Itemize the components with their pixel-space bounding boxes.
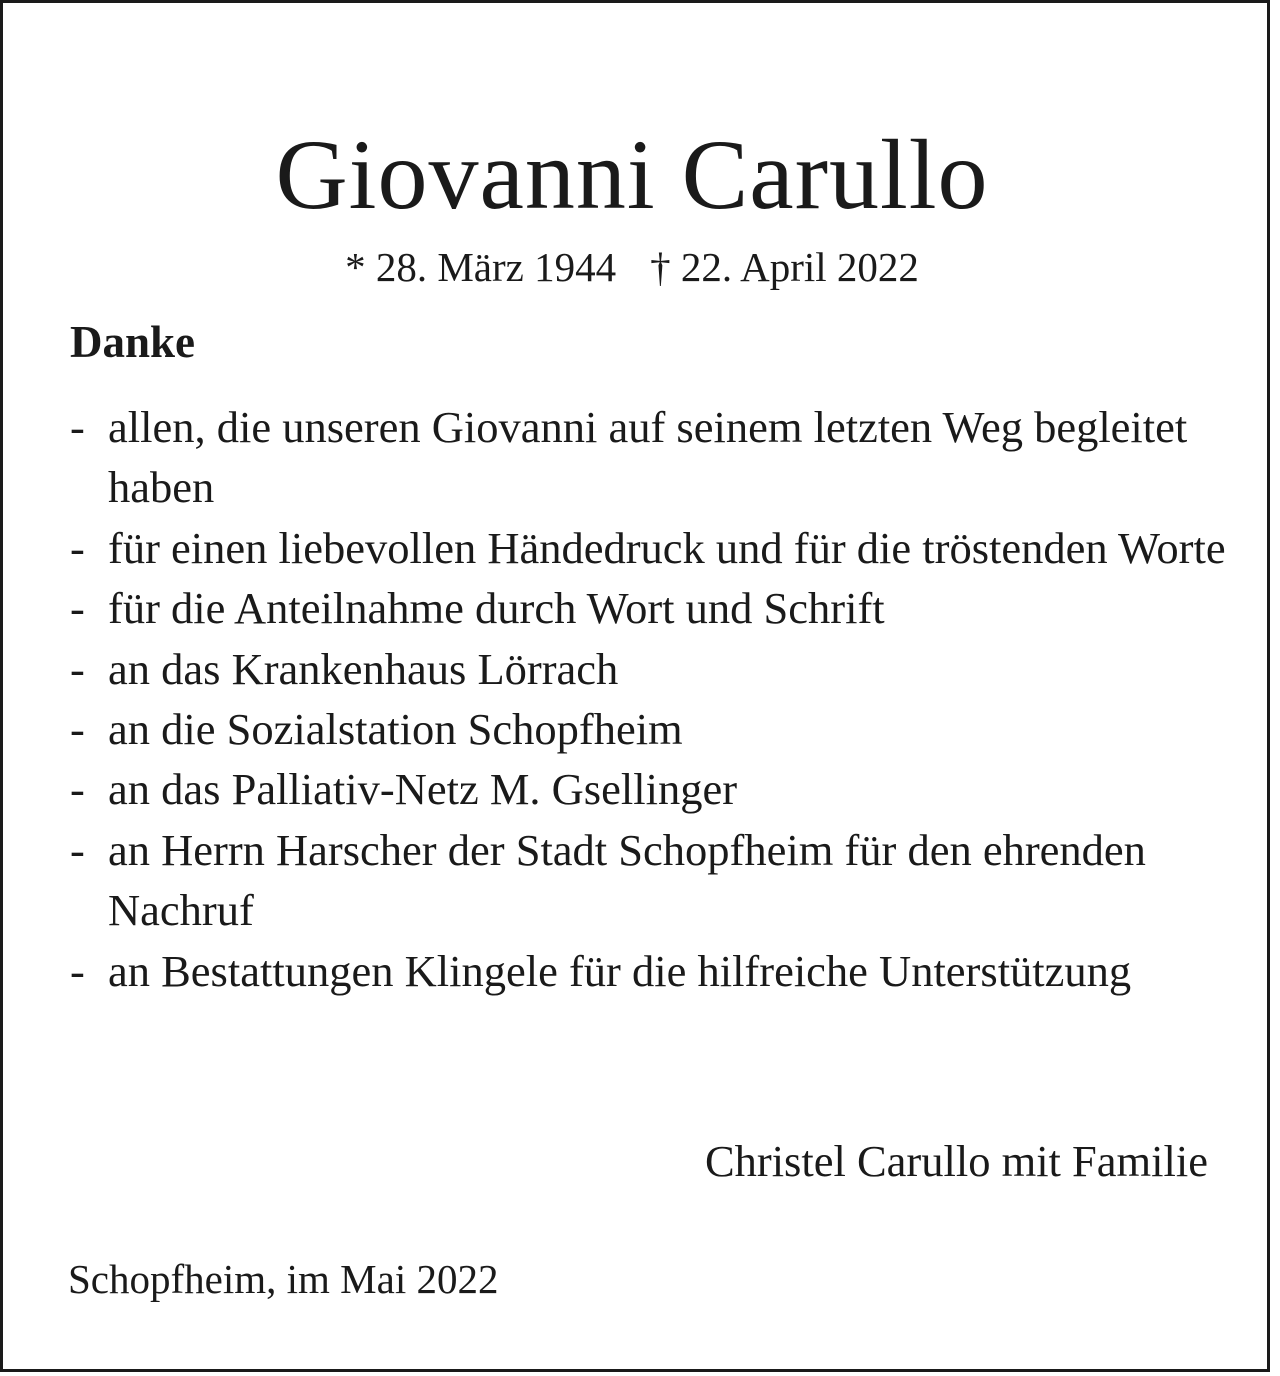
list-dash: - — [70, 824, 85, 875]
list-item-text: allen, die unseren Giovanni auf seinem letzten Weg begleitet haben — [108, 402, 1188, 513]
life-dates — [0, 243, 1264, 291]
list-dash: - — [70, 583, 85, 634]
deceased-name: Giovanni Carullo — [275, 119, 989, 230]
thanks-list — [70, 397, 1230, 1001]
list-item-text: an das Palliativ-Netz M. Gsellinger — [108, 764, 738, 815]
list-item — [70, 578, 1230, 638]
list-item — [70, 397, 1230, 518]
list-item — [70, 518, 1230, 578]
list-item — [70, 941, 1230, 1001]
list-item-text: an Bestattungen Klingele für die hilfreiche Unterstützung — [108, 945, 1132, 996]
list-item-text: für einen liebevollen Händedruck und für die tröstenden Worte — [108, 522, 1226, 573]
list-dash: - — [70, 402, 85, 452]
birth-date: * 28. März 1944 — [345, 244, 617, 290]
signature: Christel Carullo mit Familie — [704, 1136, 1208, 1186]
list-dash: - — [70, 945, 85, 996]
list-item-text: an Herrn Harscher der Stadt Schopfheim für den ehrenden Nachruf — [108, 824, 1146, 936]
list-dash: - — [70, 764, 85, 815]
list-item — [70, 639, 1230, 699]
death-date: † 22. April 2022 — [650, 244, 919, 290]
list-item-text: an die Sozialstation Schopfheim — [108, 704, 683, 755]
list-dash: - — [70, 704, 85, 755]
list-item — [70, 699, 1230, 759]
list-item — [70, 820, 1230, 941]
list-dash: - — [70, 643, 85, 694]
thanks-heading: Danke — [70, 317, 196, 367]
list-item — [70, 759, 1230, 819]
list-item-text: an das Krankenhaus Lörrach — [108, 643, 619, 694]
list-dash: - — [70, 522, 85, 573]
list-item-text: für die Anteilnahme durch Wort und Schrift — [108, 583, 885, 634]
place-and-date: Schopfheim, im Mai 2022 — [68, 1256, 499, 1302]
